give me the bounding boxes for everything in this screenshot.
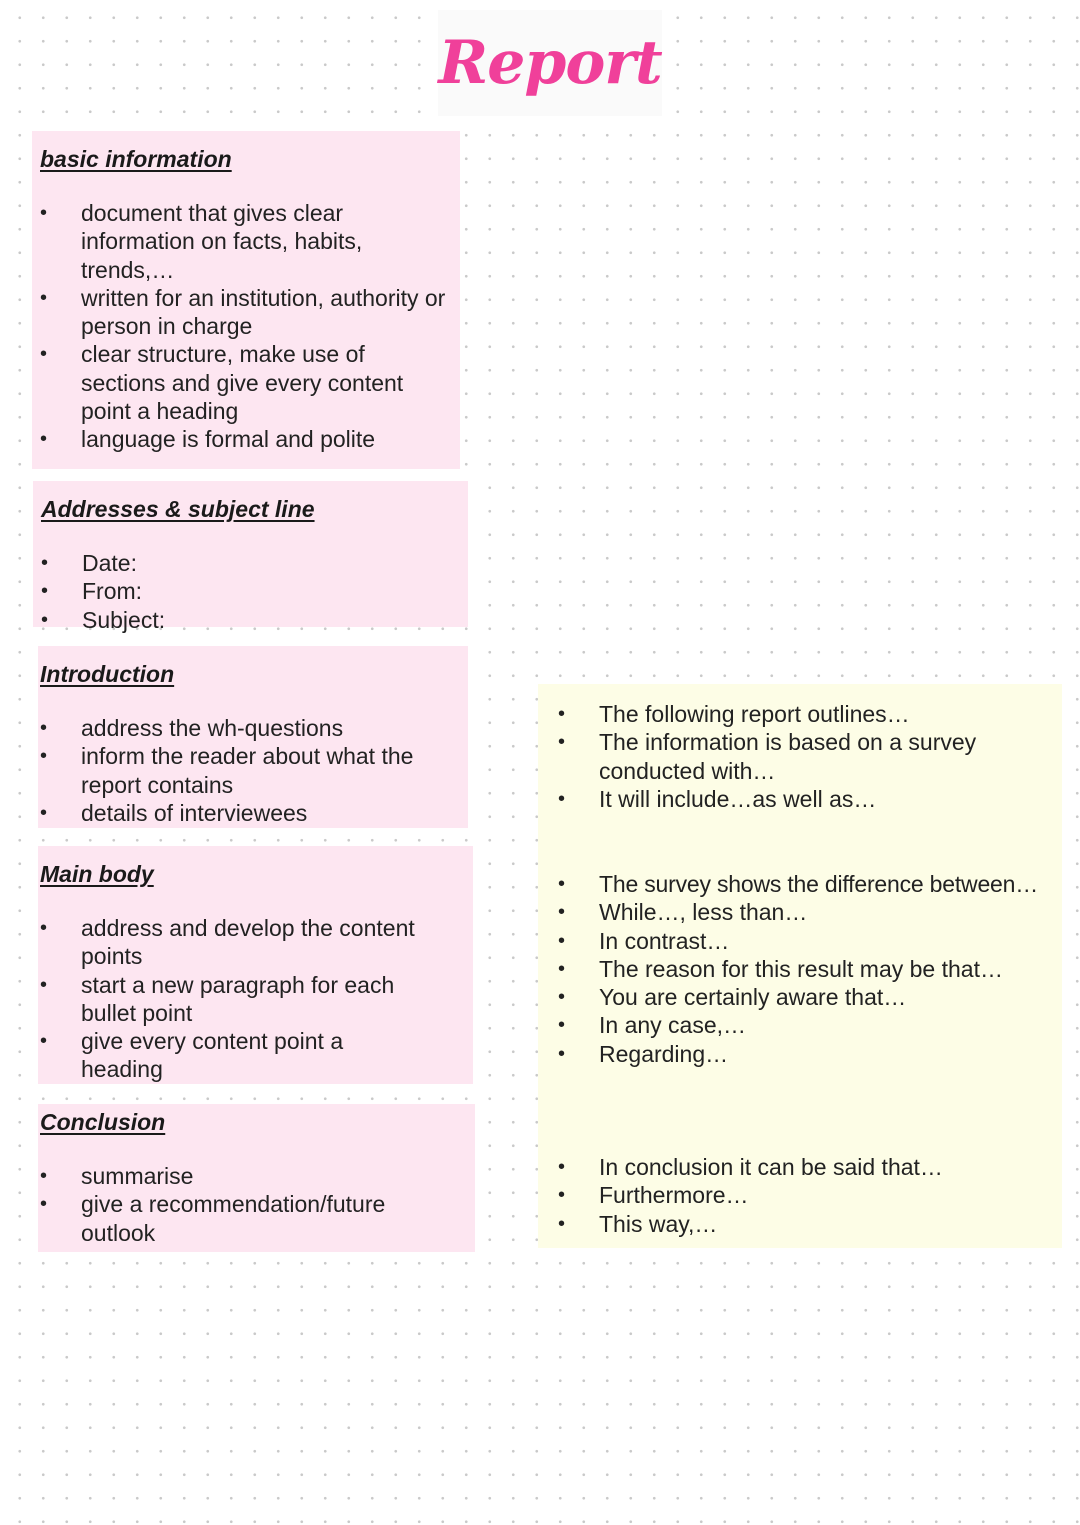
list-item: • This way,…	[558, 1210, 1078, 1238]
list-item: • The reason for this result may be that…	[558, 955, 1078, 983]
list-item: • The information is based on a survey conducted with…	[558, 728, 999, 785]
title-box	[438, 10, 662, 116]
list-item: • language is formal and polite	[40, 425, 461, 453]
section-introduction	[38, 646, 468, 828]
section-heading: basic information	[40, 146, 232, 172]
section-heading: Conclusion	[40, 1109, 166, 1135]
section-main-body	[38, 846, 473, 1084]
list-item: • inform the reader about what the report contains	[40, 742, 456, 799]
bullet-list	[40, 199, 460, 454]
bullet-list	[558, 700, 1078, 813]
section-heading: Main body	[40, 861, 154, 887]
list-item: • The following report outlines…	[558, 700, 1078, 728]
bullet-list	[40, 714, 468, 827]
bullet-list	[40, 914, 473, 1084]
list-item: • In any case,…	[558, 1011, 1078, 1039]
page-title: Report	[438, 28, 662, 98]
bullet-list	[40, 1162, 475, 1247]
section-conclusion	[38, 1104, 475, 1252]
list-item: • document that gives clear information on facts, habits, trends,…	[40, 199, 381, 284]
list-item: • Date:	[41, 549, 468, 577]
list-item: • written for an institution, authority or person in charge	[40, 284, 461, 341]
phrases-conclusion	[558, 1153, 1078, 1238]
list-item: • Regarding…	[558, 1040, 1078, 1068]
list-item: • From:	[41, 577, 468, 605]
section-basic-information	[32, 131, 460, 469]
list-item: • details of interviewees	[40, 799, 468, 827]
list-item: • clear structure, make use of sections and give every content point a heading	[40, 340, 426, 425]
list-item: • address and develop the content points	[40, 914, 456, 971]
phrases-main-body	[558, 870, 1078, 1068]
bullet-list	[41, 549, 468, 634]
list-item: • Furthermore…	[558, 1181, 1078, 1209]
list-item: • give a recommendation/future outlook	[40, 1190, 421, 1247]
list-item: • address the wh-questions	[40, 714, 468, 742]
section-addresses	[33, 481, 468, 633]
list-item: • start a new paragraph for each bullet point	[40, 971, 436, 1028]
list-item: • You are certainly aware that…	[558, 983, 1078, 1011]
list-item: • give every content point a heading	[40, 1027, 401, 1084]
bullet-list	[558, 870, 1078, 1068]
section-heading: Addresses & subject line	[41, 496, 315, 522]
list-item: • While…, less than…	[558, 898, 1078, 926]
list-item: • In conclusion it can be said that…	[558, 1153, 1078, 1181]
phrases-introduction	[558, 700, 1078, 813]
list-item: • In contrast…	[558, 927, 1078, 955]
list-item: • Subject:	[41, 606, 468, 634]
list-item: • The survey shows the difference between…	[558, 870, 1078, 898]
bullet-list	[558, 1153, 1078, 1238]
section-heading: Introduction	[40, 661, 175, 687]
list-item: • summarise	[40, 1162, 475, 1190]
list-item: • It will include…as well as…	[558, 785, 1078, 813]
